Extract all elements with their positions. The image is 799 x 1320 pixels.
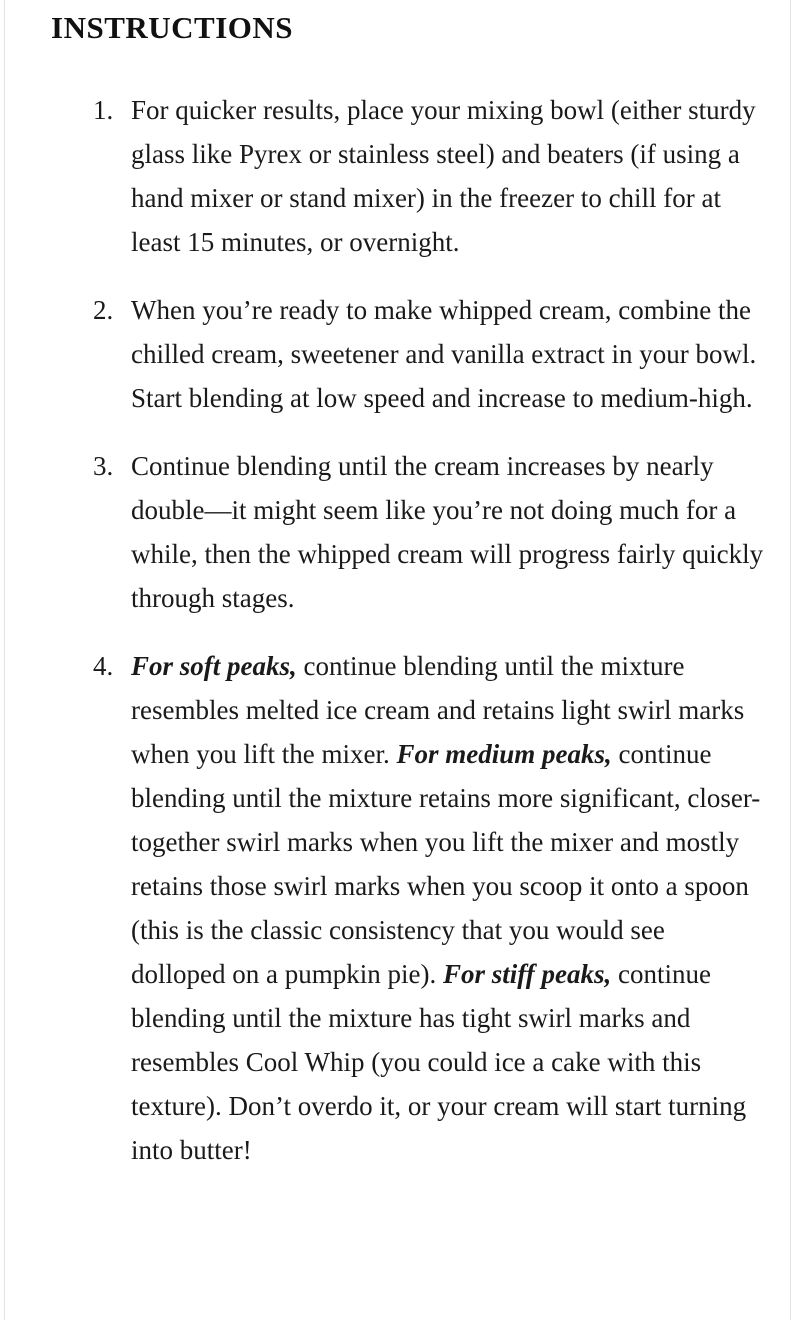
instructions-list <box>5 88 765 1196</box>
step-text: When you’re ready to make whipped cream, combine the chilled cream, sweetener and vanilla extract in your bowl. Start blending at low speed and increase to medium-high. <box>131 295 757 413</box>
stiff-peaks-text: continue blending until the mixture has tight swirl marks and resembles Cool Whip (you could ice a cake with this texture). Don’t overdo it, or your cream will start turning into butter! <box>131 959 747 1165</box>
step-number: 4. <box>93 651 114 681</box>
stiff-peaks-label: For stiff peaks, <box>442 959 612 989</box>
step-number: 2. <box>93 295 114 325</box>
instruction-step-1 <box>5 88 765 264</box>
step-number: 1. <box>93 95 114 125</box>
medium-peaks-label: For medium peaks, <box>396 739 612 769</box>
step-text: Continue blending until the cream increases by nearly double—it might seem like you’re not doing much for a while, then the whipped cream will progress fairly quickly through stages. <box>131 451 764 613</box>
soft-peaks-label: For soft peaks, <box>131 651 297 681</box>
instruction-step-4 <box>5 644 765 1172</box>
instruction-step-2 <box>5 288 765 420</box>
step-text: For quicker results, place your mixing bowl (either sturdy glass like Pyrex or stainless steel) and beaters (if using a hand mixer or stand mixer) in the freezer to chill for at least 15 minutes, or overnight. <box>131 95 756 257</box>
soft-peaks-text: continue blending until the mixture resembles melted ice cream and retains light swirl marks when you lift the mixer. <box>131 651 745 769</box>
step-text <box>131 644 765 1172</box>
instruction-step-3 <box>5 444 765 620</box>
step-number: 3. <box>93 451 114 481</box>
instructions-heading: INSTRUCTIONS <box>51 10 294 45</box>
medium-peaks-text: continue blending until the mixture retains more significant, closer-together swirl marks when you lift the mixer and mostly retains those swirl marks when you scoop it onto a spoon (this is the classic consistency that you would see dolloped on a pumpkin pie). <box>131 739 761 989</box>
instructions-card <box>4 0 791 1320</box>
